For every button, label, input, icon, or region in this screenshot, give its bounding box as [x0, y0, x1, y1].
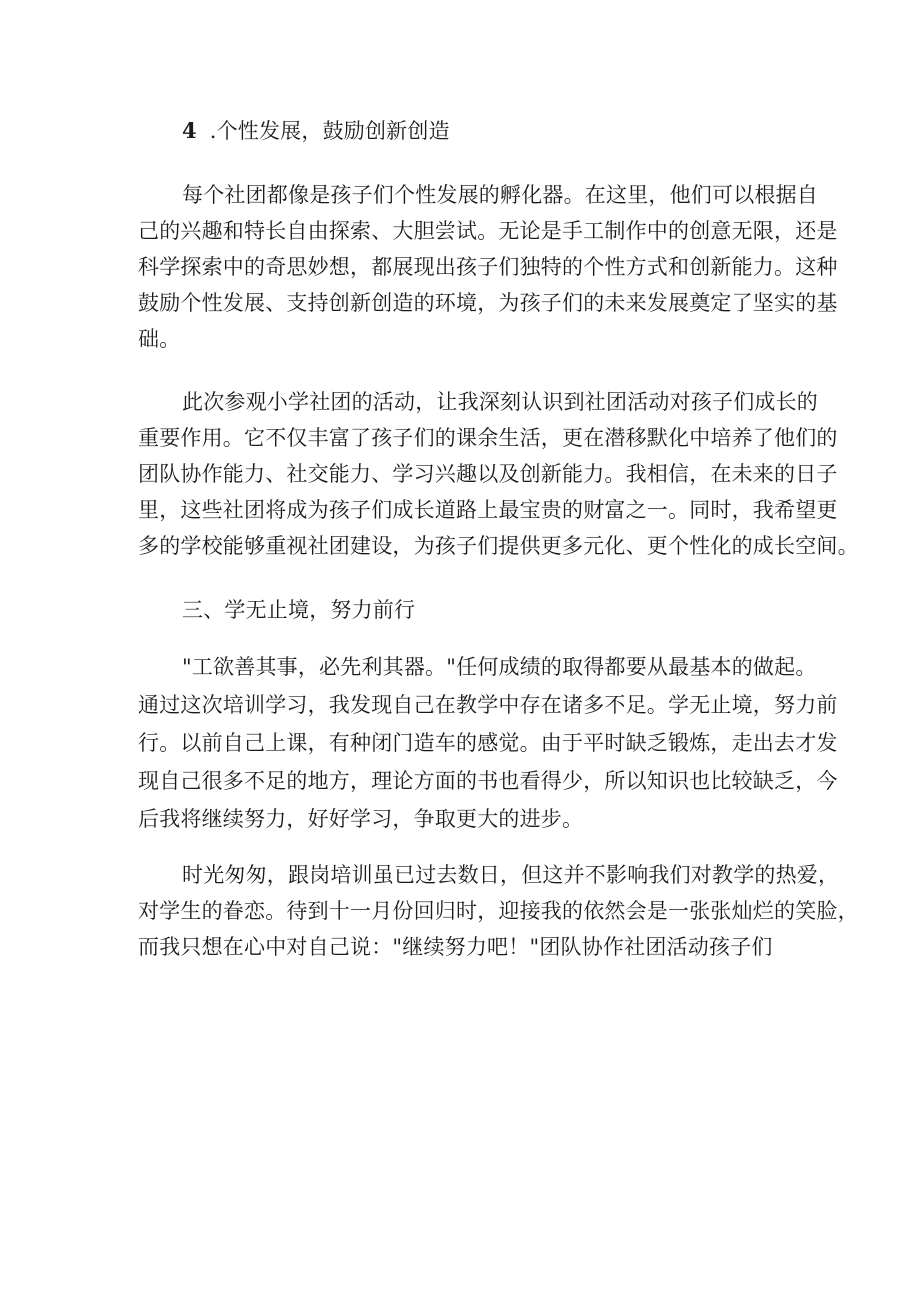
paragraph-line: 行。以前自己上课，有种闭门造车的感觉。由于平时缺乏锻炼，走出去才发 — [138, 731, 838, 755]
paragraph-line: 后我将继续努力，好好学习，争取更大的进步。 — [138, 807, 584, 831]
paragraph-line: 此次参观小学社团的活动，让我深刻认识到社团活动对孩子们成长的 — [182, 390, 818, 414]
paragraph-line: 科学探索中的奇思妙想，都展现出孩子们独特的个性方式和创新能力。这种 — [138, 255, 838, 279]
paragraph-line: 团队协作能力、社交能力、学习兴趣以及创新能力。我相信，在未来的日子 — [138, 462, 838, 486]
paragraph-line: 己的兴趣和特长自由探索、大胆尝试。无论是手工制作中的创意无限，还是 — [138, 219, 838, 243]
paragraph-line: 对学生的眷恋。待到十一月份回归时，迎接我的依然会是一张张灿烂的笑脸， — [138, 899, 859, 923]
section-heading-3: 三、学无止境，努力前行 — [182, 598, 416, 622]
paragraph-line: 通过这次培训学习，我发现自己在教学中存在诸多不足。学无止境，努力前 — [138, 693, 838, 717]
paragraph-line: 现自己很多不足的地方，理论方面的书也看得少，所以知识也比较缺乏，今 — [138, 769, 838, 793]
paragraph-line: "工欲善其事，必先利其器。"任何成绩的取得都要从最基本的做起。 — [182, 655, 817, 679]
section-heading-4 — [0, 114, 920, 148]
paragraph-line: 鼓励个性发展、支持创新创造的环境，为孩子们的未来发展奠定了坚实的基 — [138, 291, 838, 315]
paragraph-line: 时光匆匆，跟岗培训虽已过去数日，但这并不影响我们对教学的热爱， — [182, 863, 840, 887]
paragraph-line: 重要作用。它不仅丰富了孩子们的课余生活，更在潜移默化中培养了他们的 — [138, 426, 838, 450]
paragraph-line: 每个社团都像是孩子们个性发展的孵化器。在这里，他们可以根据自 — [182, 183, 818, 207]
paragraph-line: 里，这些社团将成为孩子们成长道路上最宝贵的财富之一。同时，我希望更 — [138, 498, 838, 522]
paragraph-line: 础。 — [138, 327, 181, 351]
paragraph-line: 多的学校能够重视社团建设，为孩子们提供更多元化、更个性化的成长空间。 — [138, 534, 859, 558]
paragraph-line: 而我只想在心中对自己说："继续努力吧！"团队协作社团活动孩子们 — [138, 935, 773, 959]
section-title: .个性发展，鼓励创新创造 — [209, 119, 450, 143]
section-number: 4 — [182, 118, 197, 143]
